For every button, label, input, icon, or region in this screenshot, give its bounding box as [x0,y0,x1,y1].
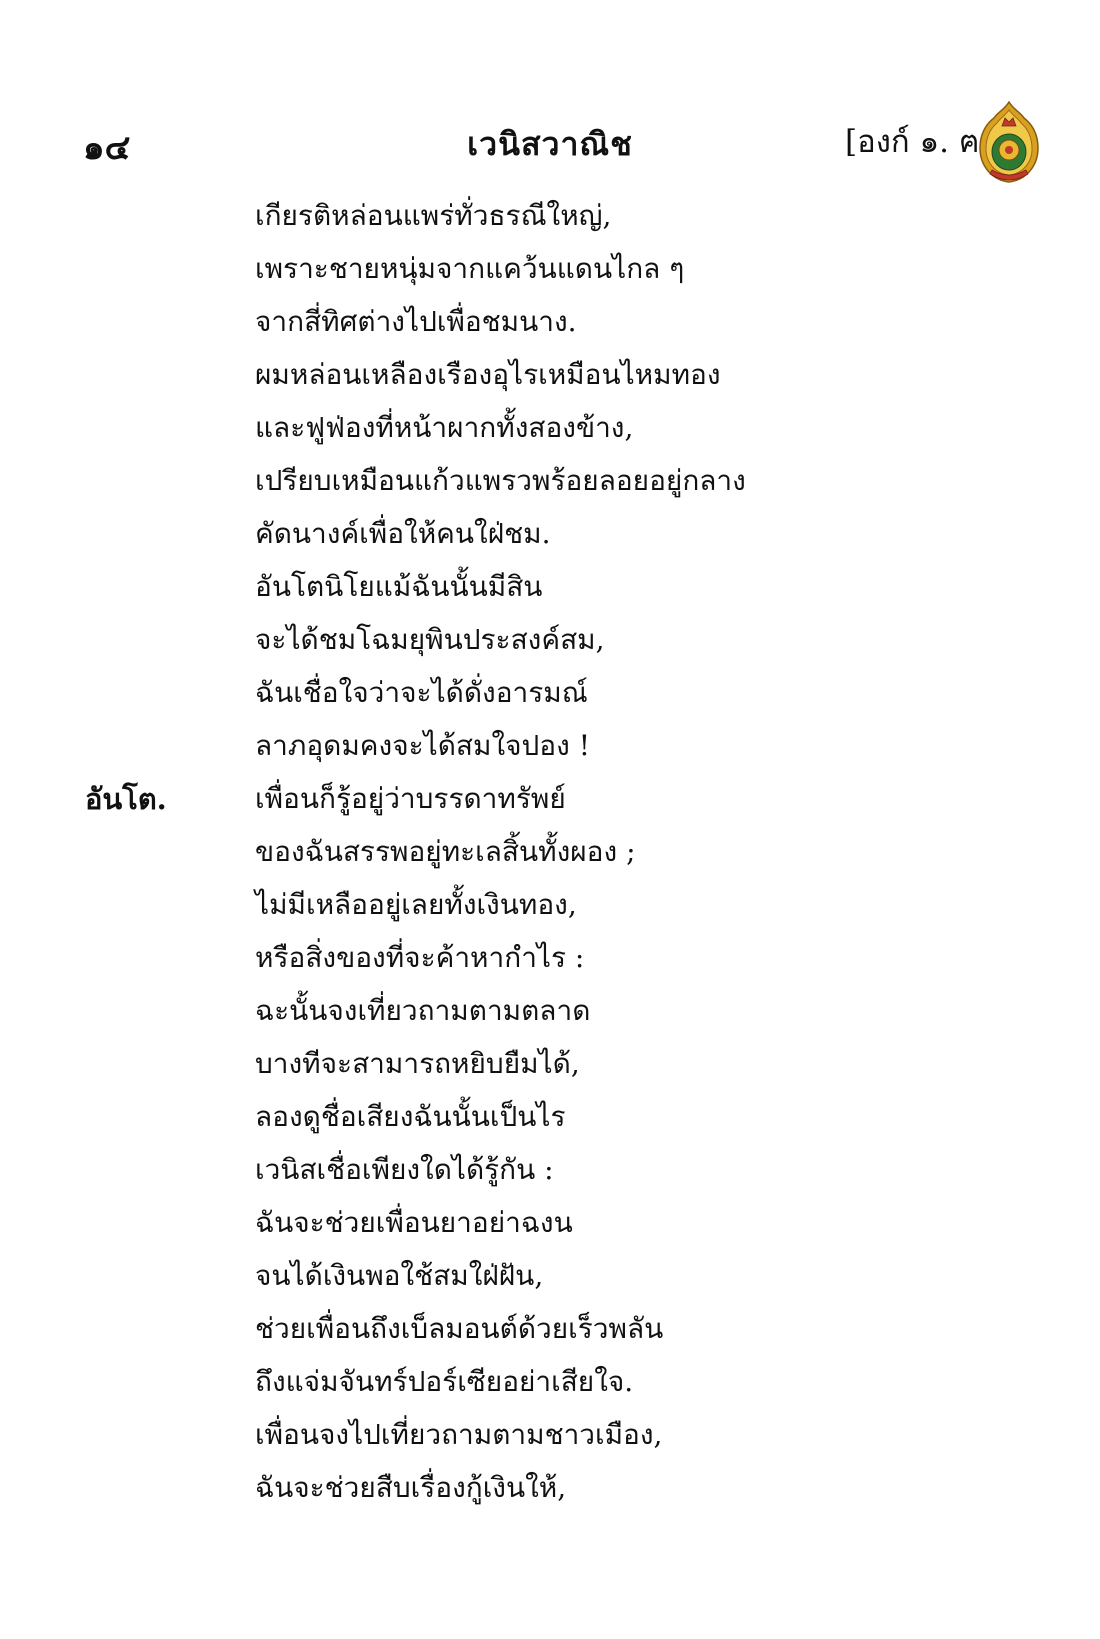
verse-line: จากสี่ทิศต่างไปเพื่อชมนาง. [255,305,577,338]
verse-line: ฉะนั้นจงเที่ยวถามตามตลาด [255,994,591,1027]
verse-line: เกียรติหล่อนแพร่ทั่วธรณีใหญ่, [255,199,612,232]
verse-line: เวนิสเชื่อเพียงใดได้รู้กัน : [255,1153,554,1186]
verse-line: ไม่มีเหลืออยู่เลยทั้งเงินทอง, [255,888,577,921]
verse-line: เพื่อนก็รู้อยู่ว่าบรรดาทรัพย์ [255,782,566,815]
verse-line: อันโตนิโยแม้ฉันนั้นมีสิน [255,570,543,603]
act-reference: [องก์ ๑. ฅ [845,124,980,160]
verse-line: ลองดูชื่อเสียงฉันนั้นเป็นไร [255,1100,566,1133]
verse-line: ช่วยเพื่อนถึงเบ็ลมอนต์ด้วยเร็วพลัน [255,1312,664,1345]
verse-line: ฉันจะช่วยสืบเรื่องกู้เงินให้, [255,1471,567,1504]
running-title: เวนิสวาณิช [467,125,633,163]
verse-line: ถึงแจ่มจันทร์ปอร์เซียอย่าเสียใจ. [255,1365,634,1398]
verse-line: ของฉันสรรพอยู่ทะเลสิ้นทั้งผอง ; [255,835,636,868]
verse-line: เปรียบเหมือนแก้วแพรวพร้อยลอยอยู่กลาง [255,464,746,497]
verse-line: และฟูฟ่องที่หน้าผากทั้งสองข้าง, [255,411,634,444]
verse-line: หรือสิ่งของที่จะค้าหากำไร : [255,941,585,974]
verse-line: จะได้ชมโฉมยุพินประสงค์สม, [255,623,605,656]
verse-line: จนได้เงินพอใช้สมใฝ่ฝัน, [255,1259,544,1292]
verse-line: ลาภอุดมคงจะได้สมใจปอง ! [255,729,590,762]
verse-line: ฉันเชื่อใจว่าจะได้ดั่งอารมณ์ [255,676,588,709]
verse-line: บางทีจะสามารถหยิบยืมได้, [255,1047,580,1080]
verse-line: ฉันจะช่วยเพื่อนยาอย่าฉงน [255,1206,573,1239]
speaker-name: อันโต. [85,782,167,816]
verse-line: คัดนางค์เพื่อให้คนใฝ่ชม. [255,517,551,550]
page-number: ๑๔ [83,128,131,168]
verse-line: เพื่อนจงไปเที่ยวถามตามชาวเมือง, [255,1418,663,1451]
verse-line: เพราะชายหนุ่มจากแคว้นแดนไกล ๆ [255,252,685,285]
verse-line: ผมหล่อนเหลืองเรืองอุไรเหมือนไหมทอง [255,358,721,391]
